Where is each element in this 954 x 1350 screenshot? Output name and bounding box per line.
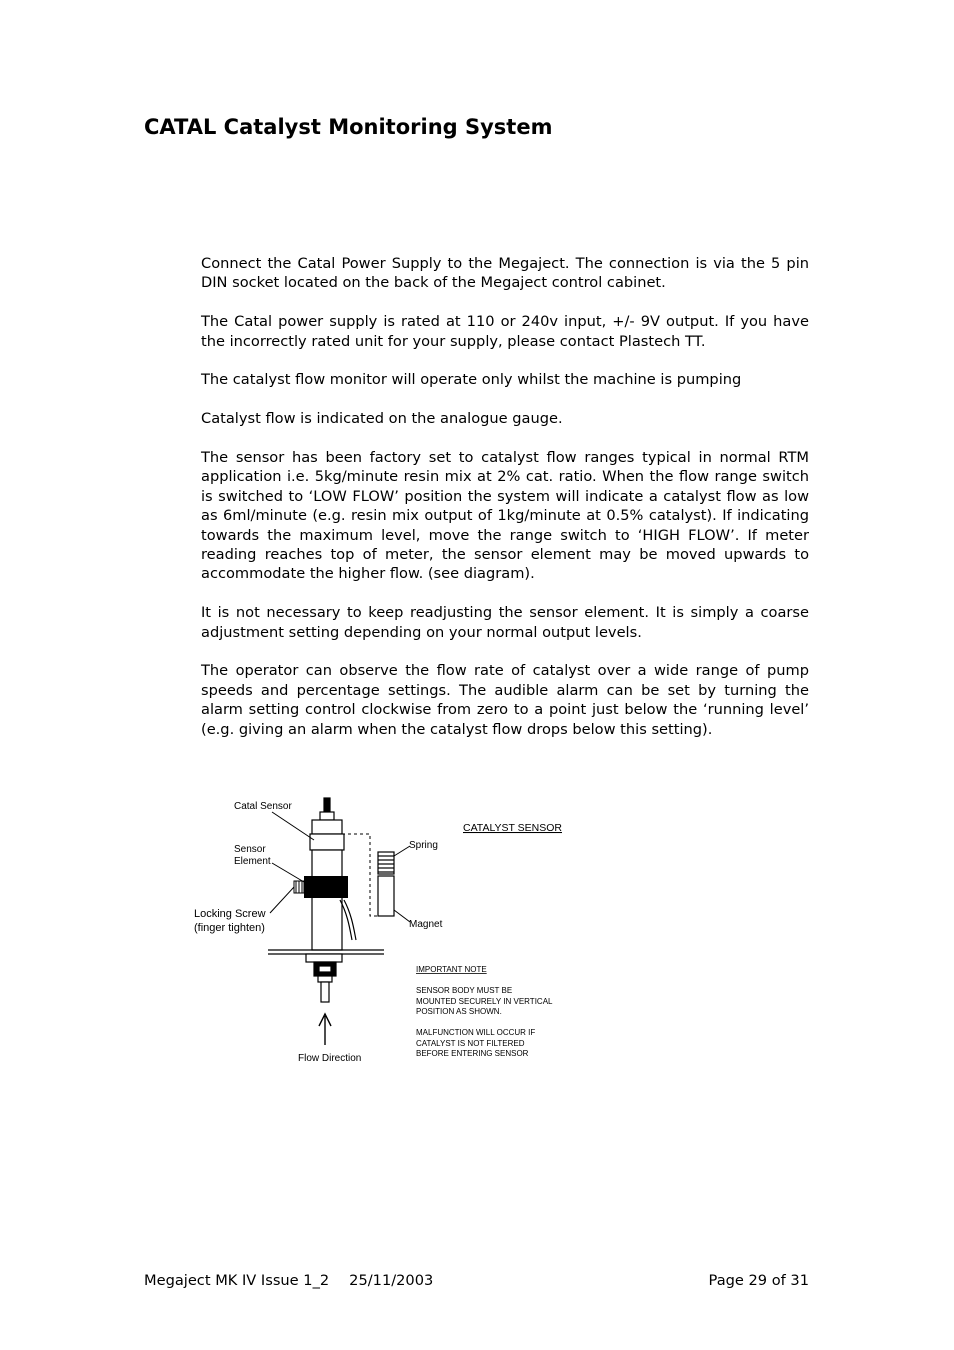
label-sensor: Sensor	[234, 844, 266, 855]
note-line: MALFUNCTION WILL OCCUR IF	[416, 1028, 536, 1037]
note-line: SENSOR BODY MUST BE	[416, 986, 513, 995]
label-finger-tighten: (finger tighten)	[194, 922, 265, 934]
catalyst-sensor-diagram	[180, 790, 600, 1070]
flow-direction-arrow	[319, 1014, 331, 1045]
sensor-top-connector	[312, 798, 342, 834]
note-line: MOUNTED SECURELY IN VERTICAL	[416, 997, 553, 1006]
footer-doc: Megaject MK IV Issue 1_2	[144, 1272, 330, 1289]
label-element: Element	[234, 856, 271, 867]
paragraph-operation: The catalyst flow monitor will operate only whilst the machine is pumping	[201, 371, 742, 389]
paragraph-power-connection: Connect the Catal Power Supply to the Megaject. The connection is via the 5 pin DIN socket located on the back of the Megaject control cabinet.	[201, 255, 809, 292]
footer-date: 25/11/2003	[349, 1272, 434, 1289]
page-title: CATAL Catalyst Monitoring System	[144, 115, 553, 139]
footer-left	[144, 1272, 433, 1289]
sensor-element-band	[304, 876, 348, 898]
note-line: BEFORE ENTERING SENSOR	[416, 1049, 529, 1058]
magnet	[378, 876, 394, 916]
diagram-heading: CATALYST SENSOR	[463, 822, 562, 834]
label-magnet: Magnet	[409, 919, 443, 930]
note-line: POSITION AS SHOWN.	[416, 1007, 502, 1016]
locking-screw	[294, 881, 304, 893]
paragraph-gauge: Catalyst flow is indicated on the analogue gauge.	[201, 410, 563, 428]
label-locking-screw: Locking Screw	[194, 908, 266, 920]
note-heading: IMPORTANT NOTE	[416, 965, 487, 974]
paragraph-alarm: The operator can observe the flow rate of catalyst over a wide range of pump speeds and percentage settings. The audible alarm can be set by turning the alarm setting control clockwise from zero to a point just below the ‘running level’ (e.g. giving an alarm when the catalyst flow drops below this setting).	[201, 662, 809, 738]
label-flow-direction: Flow Direction	[298, 1053, 362, 1064]
paragraph-power-rating: The Catal power supply is rated at 110 or 240v input, +/- 9V output. If you have the incorrectly rated unit for your supply, please contact Plastech TT.	[201, 313, 809, 350]
body-text	[201, 254, 809, 758]
lower-fitting	[306, 954, 342, 1002]
note-line: CATALYST IS NOT FILTERED	[416, 1039, 525, 1048]
paragraph-flow-ranges: The sensor has been factory set to catalyst flow ranges typical in normal RTM application i.e. 5kg/minute resin mix at 2% cat. ratio. When the flow range switch is switched to ‘LOW FLOW’ position the system will indicate a catalyst flow as low as 6ml/minute (e.g. resin mix output of 1kg/minute at 0.5% catalyst). If indicating towards the maximum level, move the range switch to ‘HIGH FLOW’. If meter reading reaches top of meter, the sensor element may be moved upwards to accommodate the higher flow. (see diagram).	[201, 449, 809, 583]
spring	[378, 852, 394, 874]
label-catal-sensor: Catal Sensor	[234, 801, 292, 812]
paragraph-adjustment: It is not necessary to keep readjusting the sensor element. It is simply a coarse adjustment setting depending on your normal output levels.	[201, 604, 809, 641]
footer-page-number: Page 29 of 31	[708, 1272, 809, 1289]
label-spring: Spring	[409, 840, 438, 851]
